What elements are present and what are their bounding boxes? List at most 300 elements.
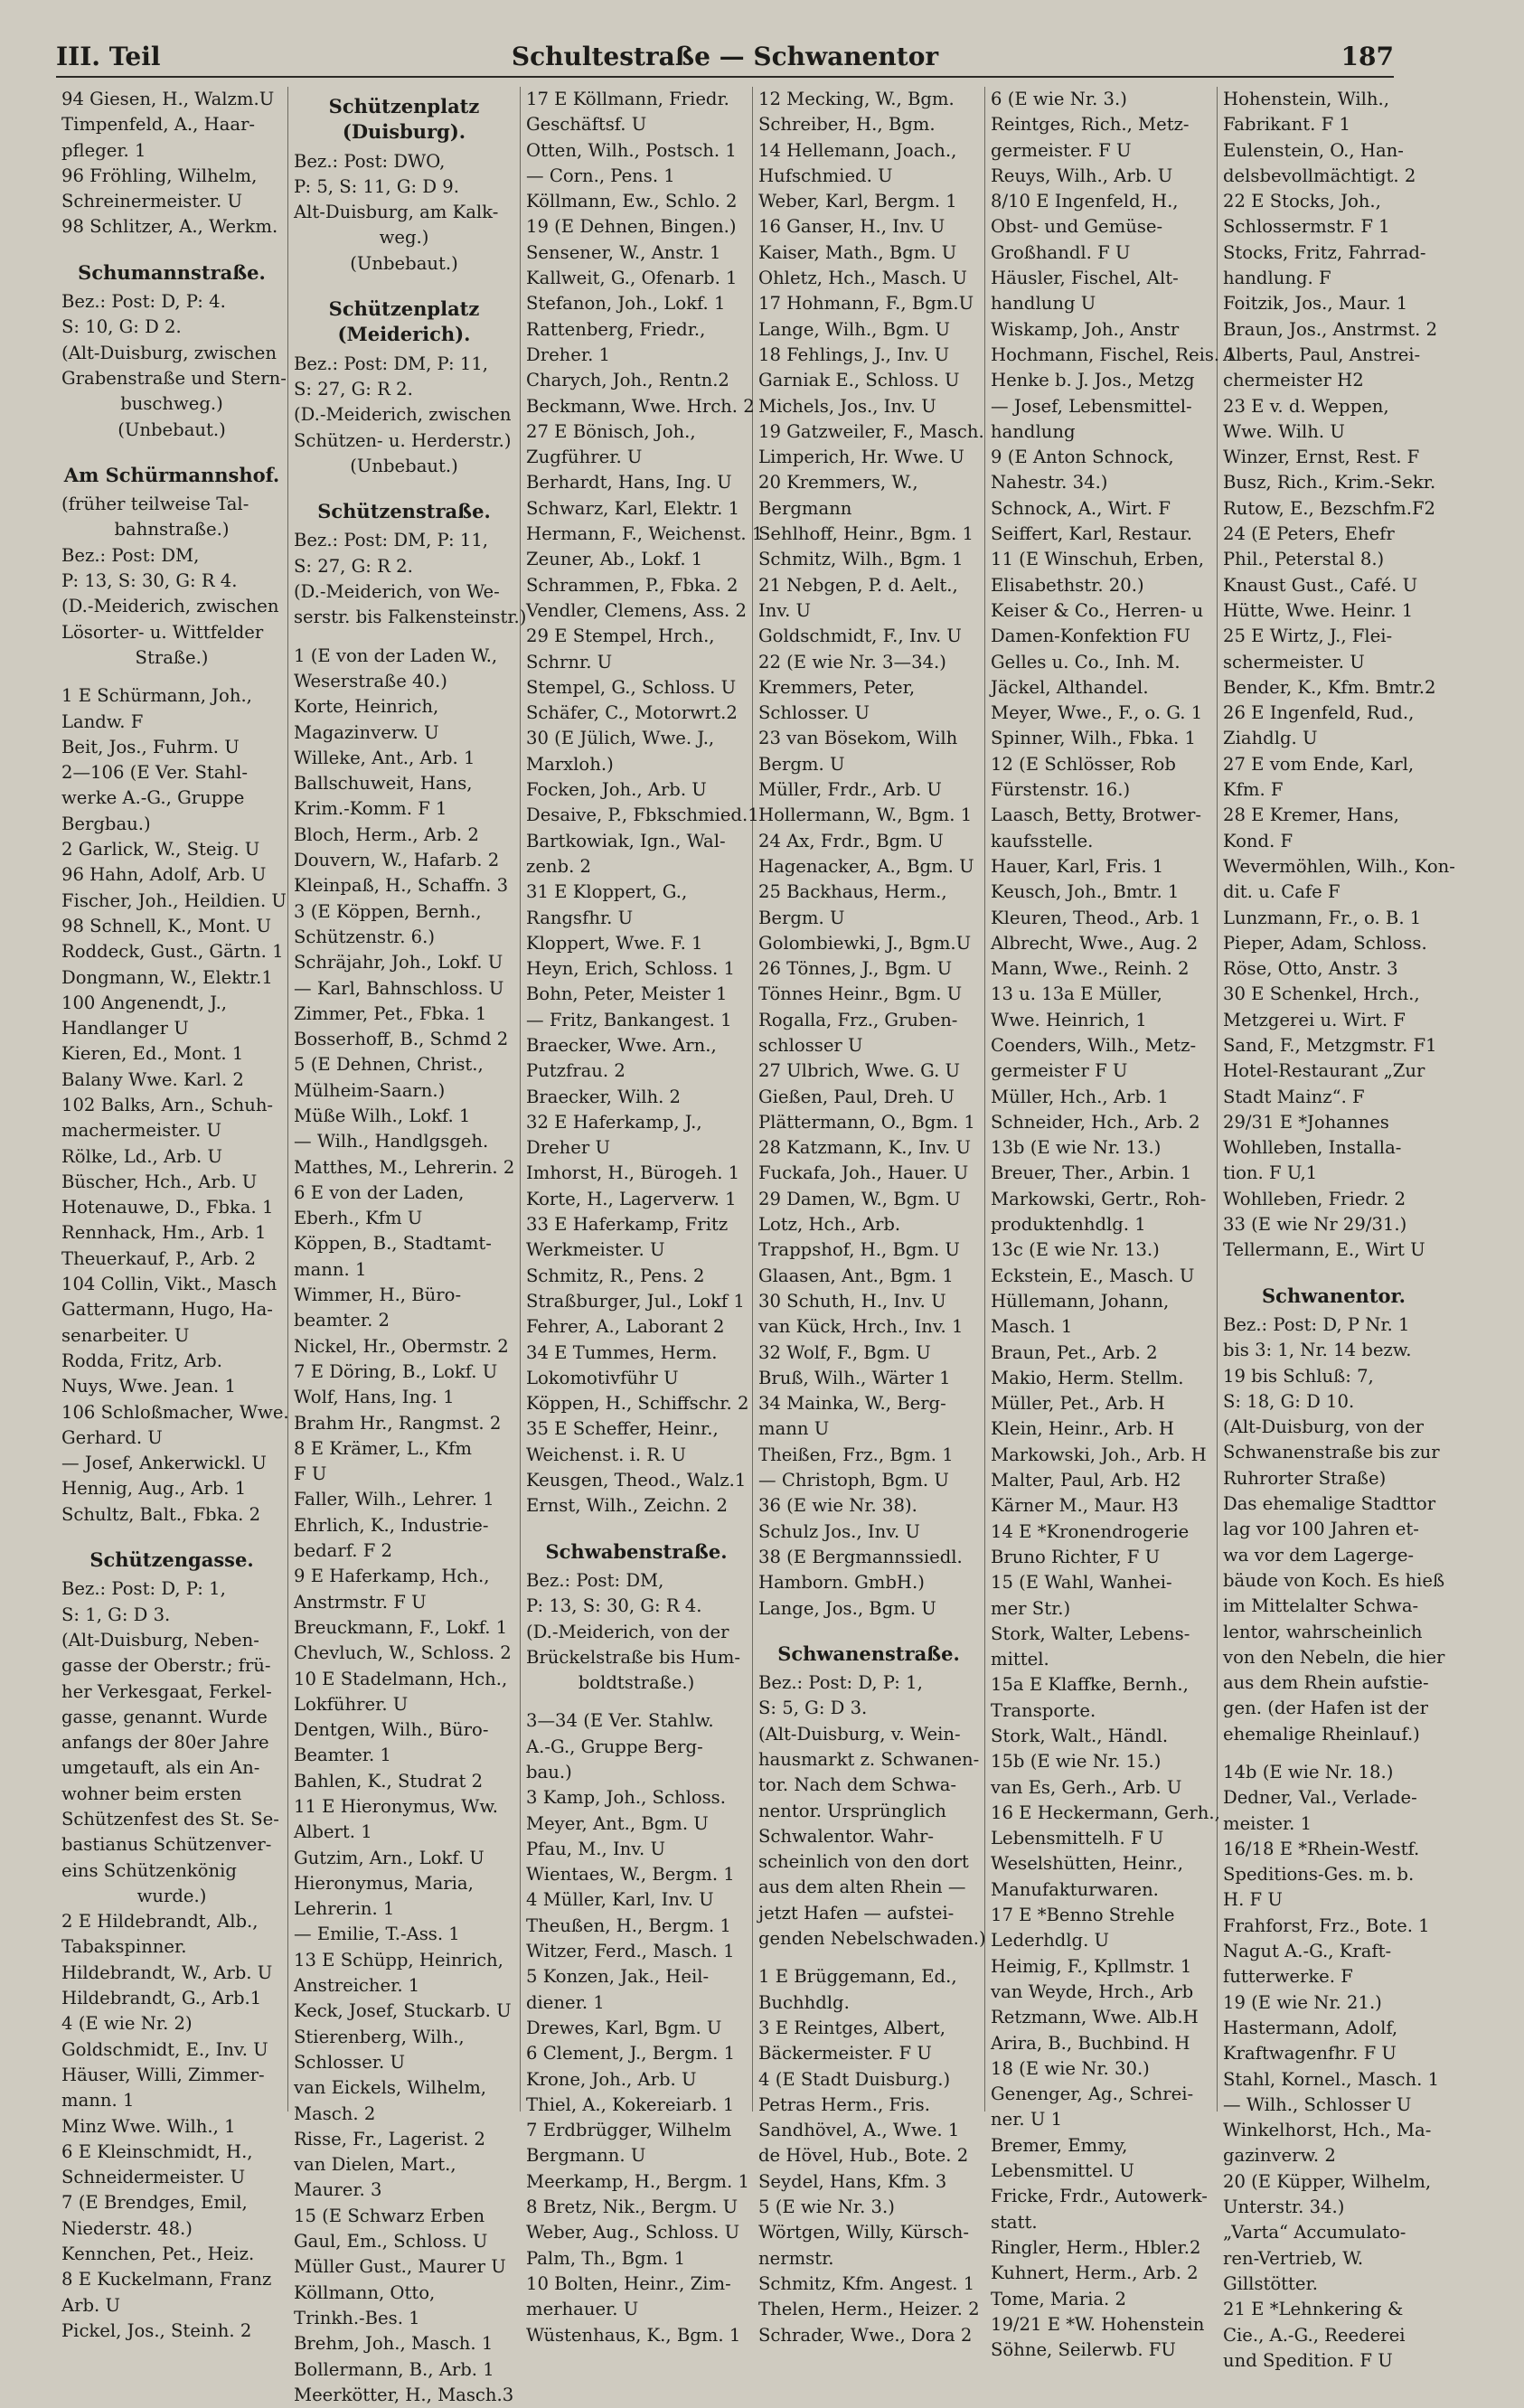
directory-line: Sehlhoff, Heinr., Bgm. 1 <box>758 523 974 545</box>
directory-line: statt. <box>991 2211 1038 2233</box>
directory-line: von den Nebeln, die hier <box>1223 1646 1445 1668</box>
directory-line: Tellermann, E., Wirt U <box>1223 1239 1425 1261</box>
spacer <box>61 671 282 683</box>
directory-line: 104 Collin, Vikt., Masch <box>61 1274 278 1295</box>
directory-line: Hermann, F., Weichenst. 1 <box>526 523 764 545</box>
directory-line: Hotel-Restaurant „Zur <box>1223 1060 1425 1082</box>
directory-line: Mülheim-Saarn.) <box>294 1079 446 1101</box>
directory-line: 94 Giesen, H., Walzm.U <box>61 89 275 109</box>
directory-line: Braun, Pet., Arb. 2 <box>991 1341 1158 1363</box>
directory-line: 1 (E von der Laden W., <box>294 644 498 666</box>
directory-line: 3 (E Köppen, Bernh., <box>294 900 482 922</box>
directory-line: 28 E Kremer, Hans, <box>1223 804 1399 826</box>
directory-line: Klein, Heinr., Arb. H <box>991 1418 1174 1440</box>
directory-line: wohner beim ersten <box>61 1782 242 1804</box>
directory-line: Gaul, Em., Schloss. U <box>294 2231 488 2253</box>
directory-line: 8 Bretz, Nik., Bergm. U <box>526 2196 738 2218</box>
directory-line: Petras Herm., Fris. <box>758 2093 930 2115</box>
directory-line: Gießen, Paul, Dreh. U <box>758 1086 955 1107</box>
directory-line: 20 Kremmers, W., <box>758 472 918 494</box>
directory-line: Mann, Wwe., Reinh. 2 <box>991 958 1190 980</box>
directory-line: Bez.: Post: D, P: 1, <box>61 1578 226 1600</box>
directory-line: 7 Erdbrügger, Wilhelm <box>526 2120 732 2141</box>
directory-line: Werkmeister. U <box>526 1239 665 1261</box>
directory-line: Weserstraße 40.) <box>294 670 447 691</box>
directory-line: Schrammen, P., Fbka. 2 <box>526 574 738 596</box>
directory-line: Lange, Jos., Bgm. U <box>758 1597 936 1619</box>
directory-line: Winzer, Ernst, Rest. F <box>1223 447 1420 468</box>
directory-line: Ringler, Herm., Hbler.2 <box>991 2236 1201 2258</box>
directory-line: Dreher U <box>526 1137 610 1159</box>
directory-line: Schützenstr. 6.) <box>294 926 435 947</box>
directory-line: Trappshof, H., Bgm. U <box>758 1239 960 1261</box>
directory-line: Meyer, Ant., Bgm. U <box>526 1812 709 1834</box>
directory-line: Henke b. J. Jos., Metzg <box>991 370 1195 391</box>
directory-line: 102 Balks, Arn., Schuh- <box>61 1094 274 1115</box>
directory-line: Fürstenstr. 16.) <box>991 779 1131 801</box>
directory-line: Wolf, Hans, Ing. 1 <box>294 1387 455 1408</box>
directory-line: 4 (E wie Nr. 2) <box>61 2013 193 2035</box>
directory-line: Ohletz, Hch., Masch. U <box>758 268 967 289</box>
spacer <box>294 277 514 289</box>
directory-line: 33 E Haferkamp, Fritz <box>526 1214 729 1236</box>
directory-line: Meerkötter, H., Masch.3 <box>294 2384 514 2405</box>
directory-line: Jäckel, Althandel. <box>991 676 1149 698</box>
directory-line: Landw. F <box>61 710 144 732</box>
directory-line: wurde.) <box>136 1885 207 1906</box>
street-heading: Am Schürmannshof. <box>63 463 280 486</box>
column-1 <box>56 87 289 2341</box>
directory-line: van Weyde, Hrch., Arb <box>991 1980 1194 2002</box>
directory-line: Büscher, Hch., Arb. U <box>61 1171 258 1192</box>
directory-line: wa vor dem Lagerge- <box>1223 1544 1415 1566</box>
directory-line: 7 E Döring, B., Lokf. U <box>294 1360 498 1382</box>
directory-line: van Es, Gerh., Arb. U <box>991 1776 1182 1798</box>
directory-line: 98 Schnell, K., Mont. U <box>61 915 272 936</box>
directory-line: tion. F U,1 <box>1223 1162 1318 1184</box>
directory-line: (Alt-Duisburg, von der <box>1223 1416 1424 1438</box>
directory-line: 23 E v. d. Weppen, <box>1223 395 1389 417</box>
directory-line: Bergmann <box>758 497 852 519</box>
directory-line: Kallweit, G., Ofenarb. 1 <box>526 268 738 289</box>
directory-line: (früher teilweise Tal- <box>61 494 249 515</box>
directory-line: 19 (E Dehnen, Bingen.) <box>526 216 737 238</box>
directory-line: 15a E Klaffke, Bernh., <box>991 1674 1189 1696</box>
directory-line: 5 (E Dehnen, Christ., <box>294 1054 484 1076</box>
directory-line: van Dielen, Mart., <box>294 2154 456 2176</box>
directory-line: gazinverw. 2 <box>1223 2145 1336 2167</box>
directory-line: 10 Bolten, Heinr., Zim- <box>526 2272 731 2294</box>
directory-line: Matthes, M., Lehrerin. 2 <box>294 1156 515 1178</box>
directory-line: A.-G., Gruppe Berg- <box>526 1735 703 1757</box>
directory-line: Schäfer, C., Motorwrt.2 <box>526 702 738 724</box>
column-3 <box>521 87 764 2346</box>
directory-line: Köppen, H., Schiffschr. 2 <box>526 1393 749 1415</box>
directory-line: Schwarz, Karl, Elektr. 1 <box>526 497 740 519</box>
directory-line: 18 Fehlings, J., Inv. U <box>758 343 950 365</box>
directory-line: Tönnes Heinr., Bgm. U <box>758 983 963 1005</box>
directory-line: Dentgen, Wilh., Büro- <box>294 1719 489 1741</box>
directory-line: 29 E Stempel, Hrch., <box>526 626 715 647</box>
directory-line: Lösorter- u. Wittfelder <box>61 621 264 643</box>
directory-line: 38 (E Bergmannssiedl. <box>758 1546 963 1567</box>
directory-line: van Kück, Hrch., Inv. 1 <box>758 1316 964 1338</box>
directory-line: Schwalentor. Wahr- <box>758 1825 935 1847</box>
directory-line: 19 bis Schluß: 7, <box>1223 1365 1374 1387</box>
directory-line: Golombiewki, J., Bgm.U <box>758 932 972 954</box>
directory-line: 14 E *Kronendrogerie <box>991 1520 1190 1542</box>
directory-columns <box>56 87 1455 2405</box>
directory-line: (Alt-Duisburg, Neben- <box>61 1629 259 1651</box>
directory-line: Kfm. F <box>1223 779 1284 801</box>
directory-line: Lokführer. U <box>294 1693 409 1715</box>
directory-line: Köllmann, Otto, <box>294 2281 436 2303</box>
directory-line: Bez.: Post: D, P: 1, <box>758 1672 923 1694</box>
directory-line: Sensener, W., Anstr. 1 <box>526 241 721 263</box>
directory-line: Beamter. 1 <box>294 1745 391 1766</box>
spacer <box>61 1528 282 1540</box>
directory-line: Risse, Fr., Lagerist. 2 <box>294 2128 485 2149</box>
directory-line: P: 13, S: 30, G: R 4. <box>61 570 238 592</box>
directory-line: (D.-Meiderich, von We- <box>294 581 500 603</box>
directory-line: Gutzim, Arn., Lokf. U <box>294 1847 484 1868</box>
directory-line: 5 (E wie Nr. 3.) <box>758 2196 895 2218</box>
directory-line: handlung. F <box>1223 268 1331 289</box>
directory-line: schermeister. U <box>1223 651 1365 673</box>
directory-line: Zimmer, Pet., Fbka. 1 <box>294 1002 487 1024</box>
directory-line: Heyn, Erich, Schloss. 1 <box>526 958 735 980</box>
directory-line: Tome, Maria. 2 <box>991 2288 1126 2309</box>
directory-line: Kennchen, Pet., Heiz. <box>61 2243 255 2265</box>
directory-line: Keck, Josef, Stuckarb. U <box>294 2000 512 2022</box>
street-heading: Schwanentor. <box>1262 1284 1406 1307</box>
directory-line: 33 (E wie Nr 29/31.) <box>1223 1214 1407 1236</box>
directory-line: 13c (E wie Nr. 13.) <box>991 1239 1160 1261</box>
directory-line: dit. u. Cafe F <box>1223 881 1341 903</box>
directory-line: pfleger. 1 <box>61 139 146 161</box>
directory-line: Zeuner, Ab., Lokf. 1 <box>526 549 703 570</box>
directory-line: germeister. F U <box>991 139 1132 161</box>
directory-line: produktenhdlg. 1 <box>991 1214 1146 1236</box>
directory-line: 2 E Hildebrandt, Alb., <box>61 1911 259 1933</box>
directory-line: Eberh., Kfm U <box>294 1208 423 1229</box>
directory-line: Rutow, E., Bezschfm.F2 <box>1223 497 1436 519</box>
directory-line: 22 E Stocks, Joh., <box>1223 191 1381 212</box>
directory-line: Frahforst, Frz., Bote. 1 <box>1223 1914 1430 1936</box>
street-heading: Schützenstraße. <box>317 500 491 523</box>
directory-line: Kremmers, Peter, <box>758 676 916 698</box>
directory-line: Kuhnert, Herm., Arb. 2 <box>991 2262 1199 2284</box>
directory-line: futterwerke. F <box>1223 1966 1353 1988</box>
directory-line: Hauer, Karl, Fris. 1 <box>991 855 1164 877</box>
directory-line: Cie., A.-G., Reederei <box>1223 2324 1406 2346</box>
directory-line: Bez.: Post: DM, <box>526 1569 664 1591</box>
directory-line: Müller, Hch., Arb. 1 <box>991 1086 1169 1107</box>
directory-line: 17 E Köllmann, Friedr. <box>526 89 729 109</box>
street-heading: Schützenplatz (Meiderich). <box>328 297 480 346</box>
directory-line: Kaiser, Math., Bgm. U <box>758 241 957 263</box>
directory-line: Fehrer, A., Laborant 2 <box>526 1316 725 1338</box>
directory-line: Anstreicher. 1 <box>294 1975 420 1997</box>
directory-line: genden Nebelschwaden.) <box>758 1928 986 1950</box>
directory-line: Coenders, Wilh., Metz- <box>991 1034 1197 1056</box>
directory-line: Hohenstein, Wilh., <box>1223 89 1389 109</box>
directory-line: 31 E Kloppert, G., <box>526 881 688 903</box>
directory-line: Dedner, Val., Verlade- <box>1223 1787 1417 1809</box>
directory-line: Lebensmittel. U <box>991 2160 1134 2182</box>
directory-line: Stierenberg, Wilh., <box>294 2026 465 2047</box>
directory-line: im Mittelalter Schwa- <box>1223 1595 1419 1617</box>
directory-line: Weselshütten, Heinr., <box>991 1853 1184 1875</box>
directory-line: 30 Schuth, H., Inv. U <box>758 1290 946 1312</box>
directory-line: 28 Katzmann, K., Inv. U <box>758 1137 972 1159</box>
directory-line: Gerhard. U <box>61 1426 163 1448</box>
directory-line: serstr. bis Falkensteinstr.) <box>294 607 527 628</box>
directory-line: Willeke, Ant., Arb. 1 <box>294 747 475 768</box>
directory-line: 21 E *Lehnkering & <box>1223 2299 1404 2320</box>
directory-line: Hildebrandt, W., Arb. U <box>61 1961 273 1983</box>
directory-line: Braecker, Wwe. Arn., <box>526 1034 717 1056</box>
directory-line: lag vor 100 Jahren et- <box>1223 1519 1419 1540</box>
directory-line: Schlossermstr. F 1 <box>1223 216 1390 238</box>
directory-line: 17 E *Benno Strehle <box>991 1905 1175 1926</box>
directory-line: Inv. U <box>758 599 812 621</box>
directory-line: Korte, Heinrich, <box>294 696 439 718</box>
directory-line: 3 E Reintges, Albert, <box>758 2017 946 2038</box>
directory-line: — Wilh., Schlosser U <box>1223 2093 1412 2115</box>
directory-line: 34 E Tummes, Herm. <box>526 1341 718 1363</box>
directory-line: Markowski, Gertr., Roh- <box>991 1188 1207 1209</box>
directory-line: (D.-Meiderich, zwischen <box>61 596 279 617</box>
section-label: III. Teil <box>56 42 161 71</box>
directory-line: Nagut A.-G., Kraft- <box>1223 1941 1392 1962</box>
directory-line: mann. 1 <box>61 2090 135 2112</box>
directory-line: gasse, genannt. Wurde <box>61 1706 268 1727</box>
directory-line: zenb. 2 <box>526 855 592 877</box>
directory-line: 36 (E wie Nr. 38). <box>758 1495 917 1517</box>
directory-line: Genenger, Ag., Schrei- <box>991 2083 1194 2105</box>
directory-line: Maurer. 3 <box>294 2179 382 2201</box>
directory-line: Brehm, Joh., Masch. 1 <box>294 2333 494 2355</box>
directory-line: Niederstr. 48.) <box>61 2217 193 2239</box>
directory-line: Magazinverw. U <box>294 721 439 743</box>
directory-line: Speditions-Ges. m. b. <box>1223 1864 1415 1886</box>
directory-line: bastianus Schützenver- <box>61 1834 272 1856</box>
directory-line: Heimig, F., Kpllmstr. 1 <box>991 1955 1192 1977</box>
directory-line: bis 3: 1, Nr. 14 bezw. <box>1223 1340 1412 1361</box>
directory-line: Hagenacker, A., Bgm. U <box>758 855 974 877</box>
directory-line: 14 Hellemann, Joach., <box>758 139 957 161</box>
directory-line: ehemalige Rheinlauf.) <box>1223 1723 1420 1745</box>
directory-line: 2—106 (E Ver. Stahl- <box>61 762 248 784</box>
directory-line: 106 Schloßmacher, Wwe. <box>61 1401 289 1423</box>
directory-line: Schräjahr, Joh., Lokf. U <box>294 952 503 974</box>
directory-line: Seydel, Hans, Kfm. 3 <box>758 2170 947 2192</box>
directory-line: Häuser, Willi, Zimmer- <box>61 2064 265 2085</box>
directory-line: Pickel, Jos., Steinh. 2 <box>61 2319 252 2341</box>
directory-line: 6 E Kleinschmidt, H., <box>61 2140 253 2162</box>
directory-line: F U <box>294 1463 327 1485</box>
directory-line: 14b (E wie Nr. 18.) <box>1223 1762 1394 1782</box>
directory-line: Schneider, Hch., Arb. 2 <box>991 1111 1200 1133</box>
directory-line: Straßburger, Jul., Lokf 1 <box>526 1290 745 1312</box>
directory-line: Douvern, W., Hafarb. 2 <box>294 850 500 871</box>
directory-line: werke A.-G., Gruppe <box>61 787 245 809</box>
directory-line: — Wilh., Handlgsgeh. <box>294 1131 489 1152</box>
directory-line: 21 Nebgen, P. d. Aelt., <box>758 574 958 596</box>
directory-line: P: 13, S: 30, G: R 4. <box>526 1595 702 1617</box>
directory-line: Hotenauwe, D., Fbka. 1 <box>61 1197 274 1218</box>
directory-line: mann. 1 <box>294 1258 367 1280</box>
column-4 <box>753 87 986 2346</box>
directory-line: Breuckmann, F., Lokf. 1 <box>294 1616 508 1638</box>
directory-line: 16 Ganser, H., Inv. U <box>758 216 945 238</box>
directory-line: Wimmer, H., Büro- <box>294 1284 462 1306</box>
directory-line: kaufsstelle. <box>991 830 1094 851</box>
directory-line: umgetauft, als ein An- <box>61 1757 260 1779</box>
directory-line: Schützenfest des St. Se- <box>61 1809 279 1830</box>
directory-line: Keiser & Co., Herren- u <box>991 599 1204 621</box>
directory-line: nentor. Ursprünglich <box>758 1800 946 1821</box>
directory-line: Bergm. U <box>758 907 845 928</box>
directory-line: Pieper, Adam, Schloss. <box>1223 932 1427 954</box>
street-heading: Schumannstraße. <box>78 260 266 284</box>
directory-line: Schmitz, Wilh., Bgm. 1 <box>758 549 964 570</box>
directory-line: Breuer, Ther., Arbin. 1 <box>991 1162 1192 1184</box>
directory-line: Braun, Jos., Anstrmst. 2 <box>1223 318 1438 340</box>
directory-line: Palm, Th., Bgm. 1 <box>526 2247 686 2269</box>
directory-line: Witzer, Ferd., Masch. 1 <box>526 1941 735 1962</box>
directory-line: 13b (E wie Nr. 13.) <box>991 1137 1162 1159</box>
directory-line: Wientaes, W., Bergm. 1 <box>526 1864 735 1886</box>
spacer <box>1223 1264 1444 1276</box>
directory-line: Bender, K., Kfm. Bmtr.2 <box>1223 676 1436 698</box>
directory-line: 13 E Schüpp, Heinrich, <box>294 1949 503 1971</box>
directory-line: Müller, Pet., Arb. H <box>991 1393 1165 1415</box>
directory-line: Kieren, Ed., Mont. 1 <box>61 1043 244 1065</box>
directory-line: Krone, Joh., Arb. U <box>526 2068 697 2090</box>
street-heading: Schützenplatz (Duisburg). <box>328 95 480 144</box>
directory-line: de Hövel, Hub., Bote. 2 <box>758 2145 969 2167</box>
directory-line: lentor, wahrscheinlich <box>1223 1621 1423 1642</box>
directory-line: Keusgen, Theod., Walz.1 <box>526 1470 747 1491</box>
directory-line: Bergmann. U <box>526 2145 646 2167</box>
directory-line: Schulz Jos., Inv. U <box>758 1520 920 1542</box>
directory-line: Schultz, Balt., Fbka. 2 <box>61 1503 261 1525</box>
directory-line: Knaust Gust., Café. U <box>1223 574 1418 596</box>
street-heading: Schwabenstraße. <box>545 1539 728 1563</box>
directory-line: Bohn, Peter, Meister 1 <box>526 983 728 1005</box>
directory-line: Michels, Jos., Inv. U <box>758 395 936 417</box>
directory-line: 27 E Bönisch, Joh., <box>526 420 696 442</box>
directory-line: Theuerkauf, P., Arb. 2 <box>61 1247 256 1269</box>
directory-line: Retzmann, Wwe. Alb.H <box>991 2007 1199 2028</box>
directory-line: S: 18, G: D 10. <box>1223 1390 1355 1412</box>
directory-line: Theußen, H., Bergm. 1 <box>526 1914 731 1936</box>
directory-line: 24 (E Peters, Ehefr <box>1223 523 1395 545</box>
directory-line: bäude von Koch. Es hieß <box>1223 1569 1445 1591</box>
directory-line: 96 Hahn, Adolf, Arb. U <box>61 864 267 886</box>
directory-line: Drewes, Karl, Bgm. U <box>526 2017 722 2038</box>
directory-line: Nuys, Wwe. Jean. 1 <box>61 1376 236 1397</box>
directory-line: Stempel, G., Schloss. U <box>526 676 737 698</box>
directory-line: Meyer, Wwe., F., o. G. 1 <box>991 702 1203 724</box>
directory-line: 27 Ulbrich, Wwe. G. U <box>758 1060 961 1082</box>
directory-line: Sandhövel, A., Wwe. 1 <box>758 2120 960 2141</box>
directory-line: Lebensmittelh. F U <box>991 1828 1164 1849</box>
directory-line: Weber, Karl, Bergm. 1 <box>758 191 957 212</box>
directory-line: beamter. 2 <box>294 1310 390 1331</box>
directory-line: S: 5, G: D 3. <box>758 1698 868 1719</box>
directory-line: 26 E Ingenfeld, Rud., <box>1223 702 1415 724</box>
directory-line: ner. U 1 <box>991 2109 1063 2131</box>
directory-line: her Verkesgaat, Ferkel- <box>61 1680 272 1702</box>
directory-line: schlosser U <box>758 1034 863 1056</box>
directory-line: Kleuren, Theod., Arb. 1 <box>991 907 1201 928</box>
directory-line: Wevermöhlen, Wilh., Kon- <box>1223 855 1455 877</box>
directory-line: Häusler, Fischel, Alt- <box>991 268 1179 289</box>
directory-line: Foitzik, Jos., Maur. 1 <box>1223 293 1408 315</box>
spacer <box>758 1622 979 1634</box>
directory-line: Straße.) <box>135 646 209 668</box>
column-2 <box>288 87 527 2405</box>
directory-line: 9 (E Anton Schnock, <box>991 447 1174 468</box>
directory-line: Bez.: Post: D, P: 4. <box>61 291 226 313</box>
directory-line: 19/21 E *W. Hohenstein <box>991 2313 1205 2335</box>
spacer <box>294 631 514 644</box>
directory-line: Rattenberg, Friedr., <box>526 318 706 340</box>
directory-line: Makio, Herm. Stellm. <box>991 1367 1184 1388</box>
directory-line: 34 Mainka, W., Berg- <box>758 1393 946 1415</box>
directory-line: buschweg.) <box>120 393 223 415</box>
directory-line: Masch. 1 <box>991 1316 1073 1338</box>
directory-line: 29/31 E *Johannes <box>1223 1111 1389 1133</box>
directory-line: Schnock, A., Wirt. F <box>991 497 1171 519</box>
directory-line: meister. 1 <box>1223 1812 1312 1834</box>
directory-line: Bartkowiak, Ign., Wal- <box>526 830 726 851</box>
directory-line: Schrader, Wwe., Dora 2 <box>758 2324 973 2346</box>
directory-line: Fabrikant. F 1 <box>1223 114 1350 136</box>
directory-line: Otten, Wilh., Postsch. 1 <box>526 139 737 161</box>
directory-line: Rennhack, Hm., Arb. 1 <box>61 1222 267 1244</box>
directory-line: 8 E Krämer, L., Kfm <box>294 1437 472 1459</box>
directory-line: Damen-Konfektion FU <box>991 626 1190 647</box>
directory-line: Stork, Walt., Händl. <box>991 1726 1169 1746</box>
directory-line: Rangsfhr. U <box>526 907 634 928</box>
directory-line: Wwe. Heinrich, 1 <box>991 1009 1147 1030</box>
directory-line: Alberts, Paul, Anstrei- <box>1223 343 1421 365</box>
directory-line: Stadt Mainz“. F <box>1223 1086 1365 1107</box>
directory-line: Theißen, Frz., Bgm. 1 <box>758 1444 954 1465</box>
page-header <box>56 40 1394 78</box>
directory-line: Hüllemann, Johann, <box>991 1290 1170 1312</box>
directory-line: Kraftwagenfhr. F U <box>1223 2043 1397 2065</box>
spacer <box>758 1952 979 1964</box>
directory-line: Elisabethstr. 20.) <box>991 574 1144 596</box>
directory-line: scheinlich von den dort <box>758 1851 969 1873</box>
directory-line: handlung <box>991 420 1076 442</box>
directory-line: — Fritz, Bankangest. 1 <box>526 1009 732 1030</box>
street-heading: Schützengasse. <box>89 1548 254 1572</box>
directory-line: Korte, H., Lagerverw. 1 <box>526 1188 737 1209</box>
directory-line: 25 E Wirtz, J., Flei- <box>1223 626 1393 647</box>
directory-line: Glaasen, Ant., Bgm. 1 <box>758 1265 954 1286</box>
directory-line: Balany Wwe. Karl. 2 <box>61 1068 244 1090</box>
directory-line: Köllmann, Ew., Schlo. 2 <box>526 191 738 212</box>
directory-line: und Spedition. F U <box>1223 2349 1393 2371</box>
directory-line: Hochmann, Fischel, Reis. 1 <box>991 343 1237 365</box>
directory-line: Hastermann, Adolf, <box>1223 2017 1398 2038</box>
